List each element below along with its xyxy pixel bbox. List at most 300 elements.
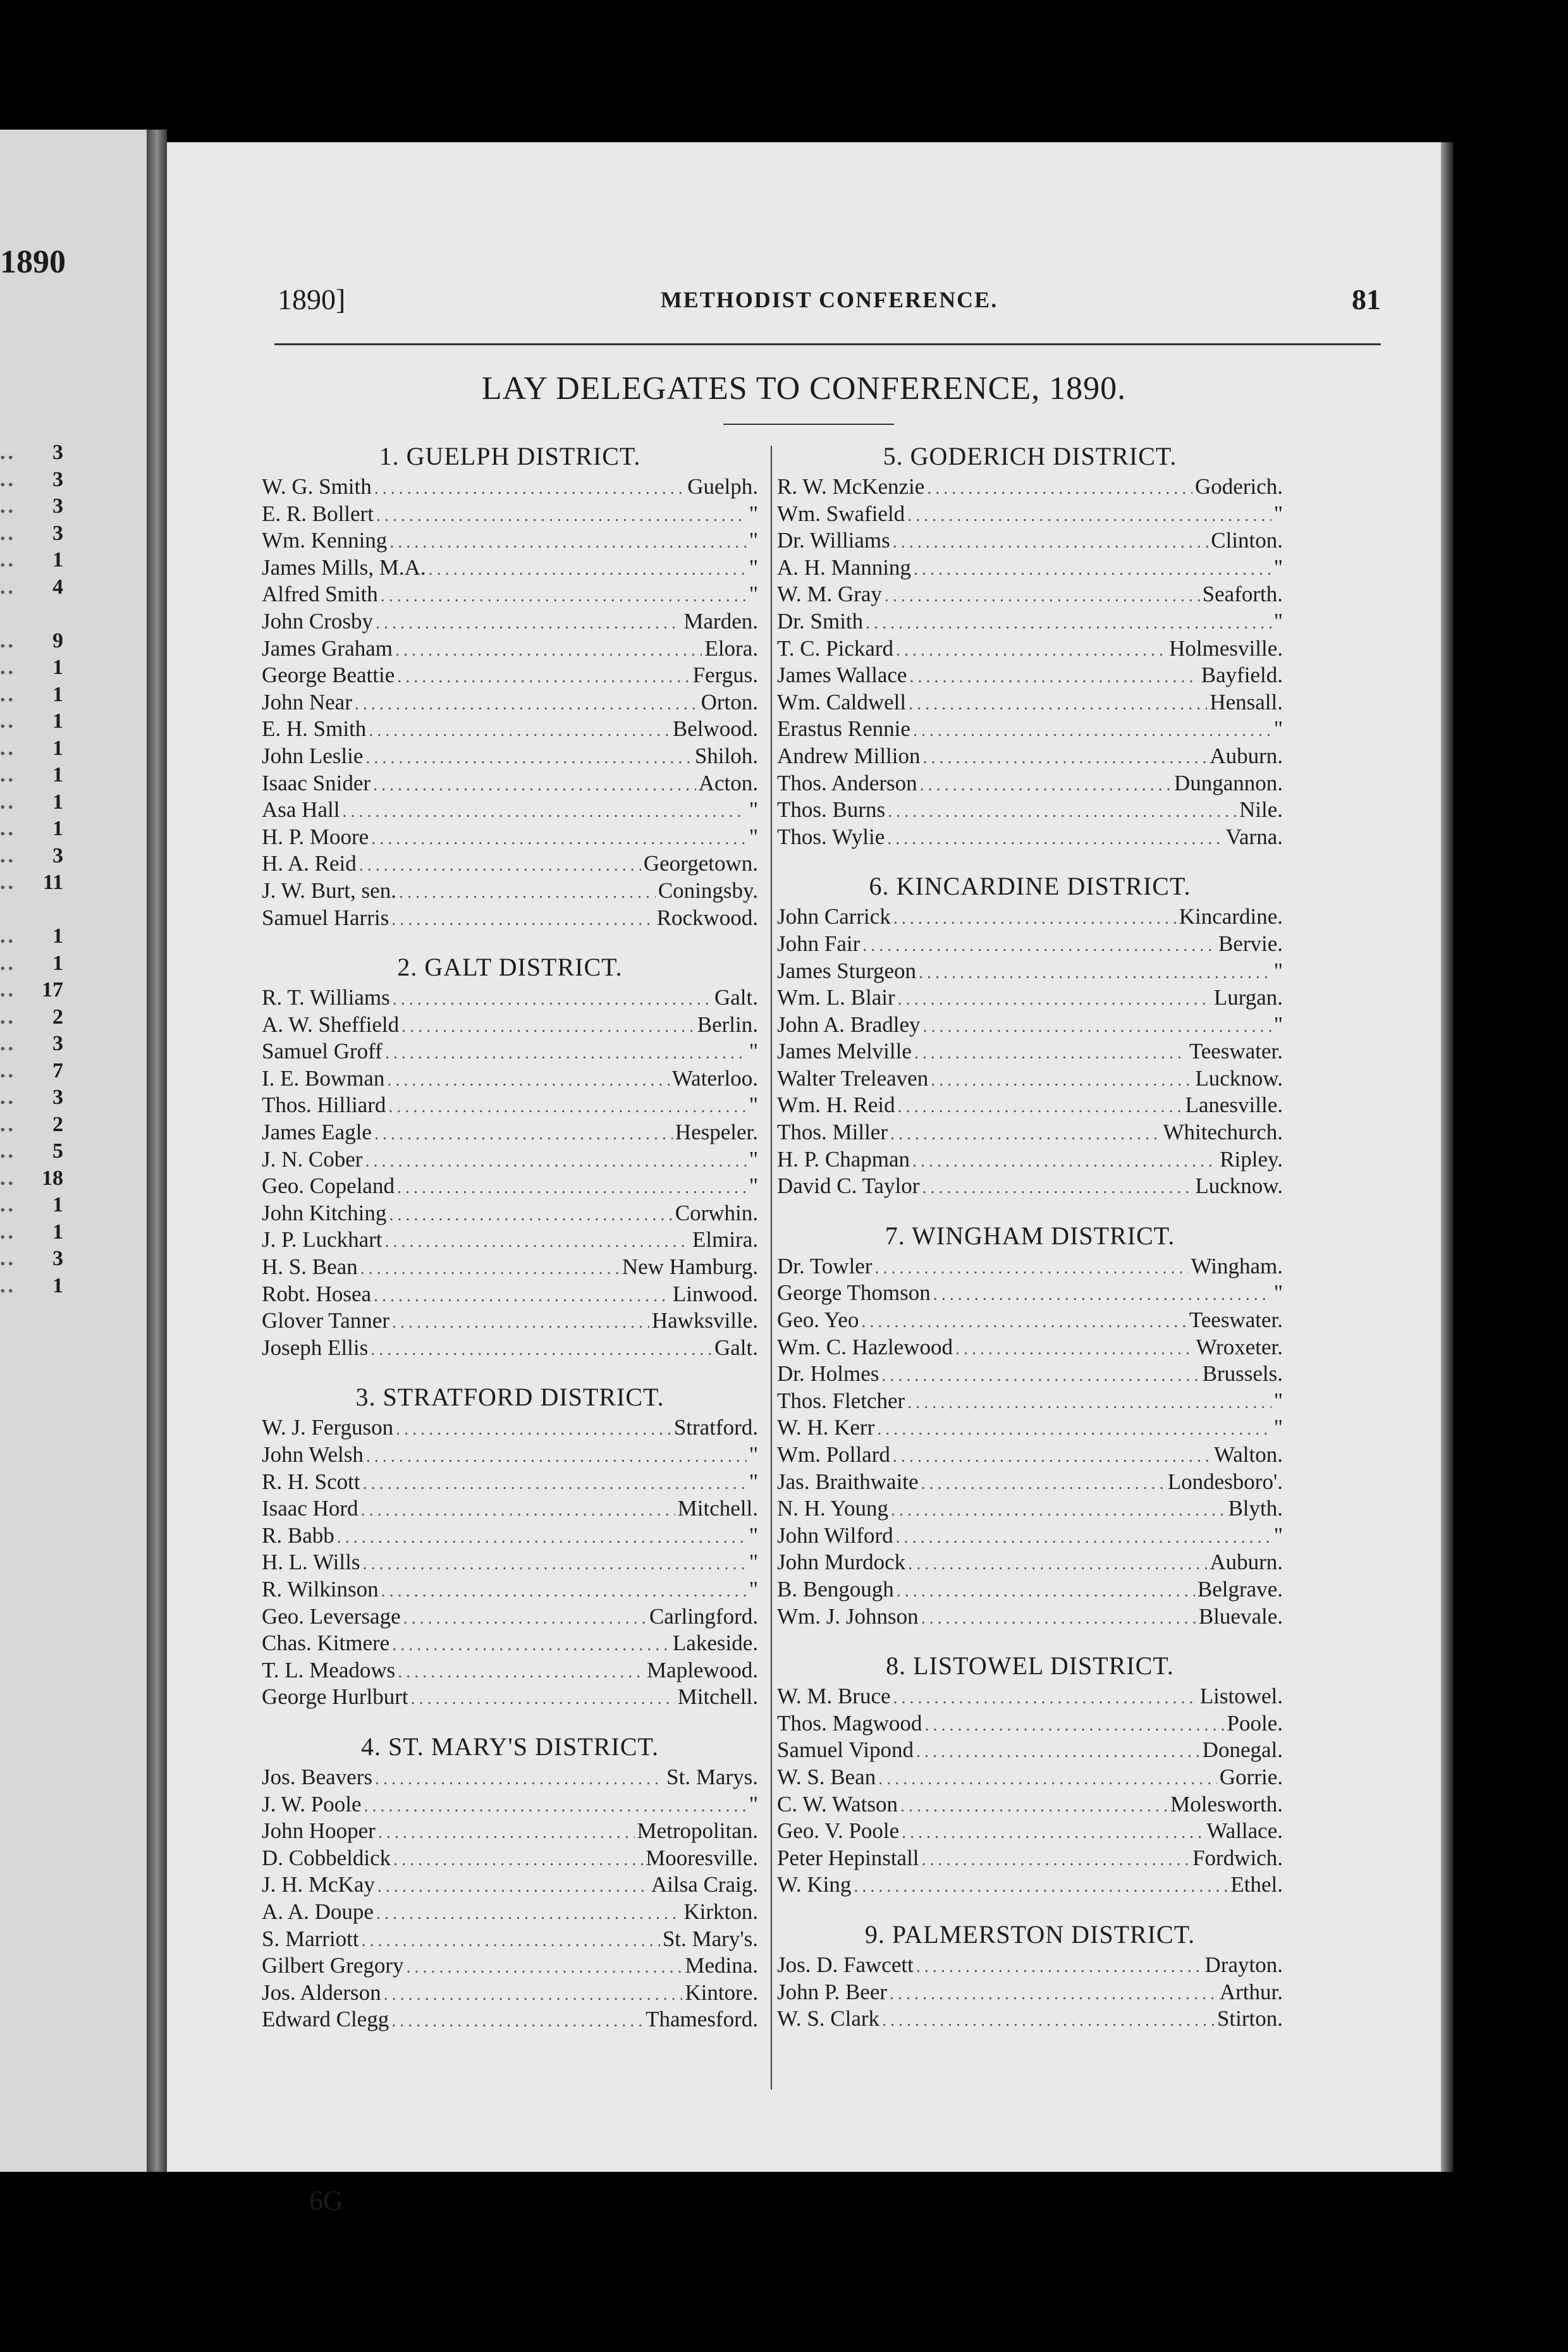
delegate-place: Belwood.	[672, 716, 758, 742]
leader-dots	[392, 1309, 649, 1337]
delegate-place: Bayfield.	[1201, 663, 1283, 688]
delegate-name: Dr. Towler	[777, 1253, 873, 1278]
previous-page-number: .. 11	[0, 871, 63, 894]
leader-dots	[916, 1739, 1200, 1766]
delegate-place: Galt.	[714, 985, 758, 1010]
previous-page-number: .. 1	[0, 763, 63, 787]
leader-dots	[362, 1928, 660, 1955]
leader-dots	[881, 1363, 1199, 1390]
delegate-entry	[262, 1414, 758, 1442]
leader-dots	[401, 1014, 695, 1041]
delegate-place: Donegal.	[1202, 1737, 1283, 1763]
delegate-entry	[777, 1146, 1283, 1173]
delegate-name: Jos. D. Fawcett	[777, 1952, 914, 1977]
delegate-name: C. W. Watson	[777, 1791, 898, 1816]
leader-dots	[355, 691, 699, 718]
delegate-entry	[777, 984, 1283, 1012]
delegate-place: "	[749, 1522, 758, 1548]
delegate-name: John Wilford	[777, 1522, 893, 1548]
leader-dots	[893, 1443, 1211, 1471]
delegate-entry	[777, 1334, 1283, 1361]
delegate-place: "	[749, 1093, 758, 1118]
delegate-name: Asa Hall	[262, 797, 340, 823]
leader-dots	[389, 1202, 672, 1229]
delegate-place: Carlingford.	[649, 1603, 758, 1629]
left-column	[262, 439, 758, 2033]
delegate-entry	[777, 1012, 1283, 1039]
delegate-name: Peter Hepinstall	[777, 1845, 919, 1870]
delegate-entry	[262, 1254, 758, 1281]
delegate-place: "	[749, 1550, 758, 1575]
leader-dots	[385, 1040, 747, 1067]
leader-dots	[399, 879, 656, 907]
delegate-place: Blyth.	[1228, 1496, 1283, 1521]
previous-page-number: .. 1	[0, 682, 63, 706]
delegate-name: Thos. Miller	[777, 1120, 888, 1145]
delegate-place: Seaforth.	[1202, 582, 1283, 607]
delegate-name: N. H. Young	[777, 1496, 889, 1521]
delegate-name: Jas. Braithwaite	[777, 1469, 919, 1494]
delegate-name: J. W. Poole	[262, 1791, 362, 1816]
delegate-place: Wallace.	[1206, 1818, 1283, 1844]
delegate-name: E. H. Smith	[262, 716, 367, 742]
previous-page-number: .. 1	[0, 656, 63, 679]
delegate-place: Gorrie.	[1219, 1764, 1283, 1789]
delegate-place: Varna.	[1225, 824, 1283, 849]
delegate-name: Gilbert Gregory	[262, 1953, 404, 1978]
delegate-name: Wm. Caldwell	[777, 689, 907, 714]
delegate-entry	[262, 527, 758, 554]
delegate-place: "	[1273, 1280, 1283, 1306]
previous-page-number: .. 3	[0, 1086, 63, 1109]
leader-dots	[920, 772, 1172, 799]
delegate-place: Mitchell.	[677, 1684, 758, 1710]
delegate-name: Samuel Groff	[262, 1039, 383, 1064]
delegate-entry	[262, 878, 758, 905]
delegate-name: Edward Clegg	[262, 2007, 389, 2032]
delegate-entry	[262, 1845, 758, 1872]
delegate-name: R. W. McKenzie	[777, 474, 925, 499]
delegate-entry	[262, 1899, 758, 1926]
delegate-place: Lakeside.	[672, 1631, 758, 1656]
delegate-place: Georgetown.	[643, 851, 758, 876]
leader-dots	[387, 1067, 669, 1094]
delegate-entry	[262, 474, 758, 501]
delegate-name: James Wallace	[777, 663, 907, 688]
leader-dots	[909, 664, 1198, 691]
delegate-name: Thos. Magwood	[777, 1710, 922, 1736]
delegate-place: Fordwich.	[1192, 1845, 1283, 1870]
leader-dots	[388, 1094, 746, 1121]
delegate-entry	[777, 1791, 1283, 1818]
delegate-entry	[262, 743, 758, 770]
delegate-entry	[262, 1549, 758, 1576]
delegate-place: Hespeler.	[675, 1120, 758, 1145]
leader-dots	[923, 1014, 1271, 1041]
delegate-place: "	[1273, 716, 1283, 742]
delegate-entry	[777, 1038, 1283, 1065]
delegate-entry	[777, 662, 1283, 689]
delegate-name: John A. Bradley	[777, 1012, 921, 1037]
delegate-place: Medina.	[685, 1953, 758, 1978]
delegate-place: Linwood.	[672, 1281, 758, 1306]
previous-page-number: .. 3	[0, 1247, 63, 1270]
delegate-place: Acton.	[698, 770, 758, 795]
delegate-name: Andrew Million	[777, 743, 921, 768]
district-heading: 9. PALMERSTON DISTRICT.	[864, 1920, 1196, 1949]
delegate-entry	[262, 1630, 758, 1657]
delegate-place: Mooresville.	[646, 1845, 758, 1870]
delegate-name: John Leslie	[262, 743, 364, 768]
previous-page-edge	[0, 130, 147, 2172]
delegate-entry	[777, 1414, 1283, 1442]
leader-dots	[411, 1686, 675, 1713]
delegate-place: St. Mary's.	[662, 1926, 758, 1951]
delegate-name: A. H. Manning	[777, 554, 911, 580]
delegate-name: J. W. Burt, sen.	[262, 878, 396, 903]
leader-dots	[381, 1578, 747, 1605]
delegate-place: "	[1273, 1415, 1283, 1440]
delegate-entry	[262, 1818, 758, 1845]
leader-dots	[922, 1847, 1191, 1874]
previous-page-number: .. 1	[0, 736, 63, 760]
leader-dots	[374, 1121, 673, 1148]
delegate-name: James Melville	[777, 1039, 912, 1064]
delegate-entry	[262, 1657, 758, 1684]
delegate-place: Wingham.	[1191, 1253, 1283, 1278]
leader-dots	[933, 1282, 1271, 1309]
book-page	[167, 142, 1441, 2216]
delegate-name: George Hurlburt	[262, 1684, 408, 1710]
delegate-entry	[777, 1683, 1283, 1710]
delegate-entry	[777, 608, 1283, 635]
delegate-name: R. H. Scott	[262, 1469, 360, 1494]
delegate-place: Walton.	[1214, 1442, 1283, 1467]
delegate-name: John Fair	[777, 931, 861, 956]
leader-dots	[361, 1497, 675, 1524]
delegate-name: J. H. McKay	[262, 1872, 375, 1897]
previous-page-numbers	[0, 439, 63, 1299]
delegate-entry	[262, 554, 758, 582]
delegate-entry	[777, 1603, 1283, 1631]
delegate-entry	[262, 1764, 758, 1791]
leader-dots	[877, 1416, 1271, 1443]
delegate-place: Auburn.	[1210, 1550, 1283, 1575]
delegate-name: Chas. Kitmere	[262, 1631, 390, 1656]
previous-page-number: .. 1	[0, 817, 63, 840]
delegate-place: "	[1273, 501, 1283, 526]
delegate-place: Kincardine.	[1179, 904, 1283, 929]
delegate-place: "	[749, 797, 758, 823]
leader-dots	[391, 907, 654, 934]
delegate-name: John Welsh	[262, 1442, 364, 1467]
leader-dots	[395, 637, 702, 665]
delegate-entry	[262, 1092, 758, 1119]
previous-page-number: .. 1	[0, 709, 63, 733]
delegate-name: Thos. Hilliard	[262, 1093, 386, 1118]
delegate-name: D. Cobbeldick	[262, 1845, 391, 1870]
delegate-entry	[262, 1469, 758, 1496]
delegate-place: "	[749, 1576, 758, 1602]
leader-dots	[924, 1712, 1224, 1739]
delegate-name: W. M. Gray	[777, 582, 882, 607]
leader-dots	[908, 1551, 1207, 1578]
leader-dots	[369, 718, 670, 745]
delegate-entry	[262, 1281, 758, 1308]
delegate-place: Bluevale.	[1198, 1603, 1283, 1629]
leader-dots	[429, 556, 747, 584]
leader-dots	[366, 1443, 747, 1471]
delegate-place: Stratford.	[673, 1415, 758, 1440]
delegate-entry	[262, 1522, 758, 1550]
page-number: 81	[1352, 283, 1381, 315]
delegate-name: John Carrick	[777, 904, 891, 929]
delegate-place: Clinton.	[1211, 528, 1283, 553]
delegate-name: John Kitching	[262, 1200, 387, 1225]
previous-page-number: .. 4	[0, 575, 63, 599]
delegate-place: Mitchell.	[677, 1496, 758, 1521]
delegate-name: Wm. Swafield	[777, 501, 905, 526]
delegate-entry	[262, 1684, 758, 1711]
leader-dots	[337, 1524, 747, 1552]
leader-dots	[393, 986, 712, 1014]
leader-dots	[861, 1309, 1187, 1336]
leader-dots	[914, 1040, 1187, 1067]
leader-dots	[371, 1337, 712, 1364]
delegate-name: Thos. Wylie	[777, 824, 885, 849]
delegate-name: George Beattie	[262, 663, 395, 688]
leader-dots	[912, 1148, 1217, 1175]
delegate-entry	[262, 1012, 758, 1039]
leader-dots	[921, 1471, 1165, 1498]
leader-dots	[907, 1390, 1271, 1417]
delegate-place: Marden.	[683, 608, 758, 634]
delegate-name: W. G. Smith	[262, 474, 372, 499]
delegate-name: Geo. Yeo	[777, 1308, 859, 1333]
delegate-name: Dr. Holmes	[777, 1361, 879, 1387]
delegate-entry	[262, 1065, 758, 1093]
delegate-place: "	[749, 528, 758, 553]
district-spacer	[262, 931, 758, 950]
delegate-entry	[777, 554, 1283, 582]
delegate-name: T. L. Meadows	[262, 1657, 396, 1682]
district-spacer	[777, 1899, 1283, 1918]
delegate-place: "	[749, 582, 758, 607]
delegate-name: James Sturgeon	[777, 958, 917, 983]
delegate-entry	[777, 797, 1283, 824]
signature-mark: 6G	[309, 2185, 343, 2216]
delegate-name: H. A. Reid	[262, 851, 357, 876]
delegate-name: Isaac Snider	[262, 770, 371, 795]
delegate-name: John Hooper	[262, 1818, 376, 1844]
previous-page-number	[0, 601, 63, 628]
delegate-name: Wm. H. Reid	[777, 1093, 895, 1118]
delegate-name: R. Babb	[262, 1522, 334, 1548]
delegate-place: "	[749, 1791, 758, 1816]
delegate-entry	[262, 1146, 758, 1173]
leader-dots	[900, 1793, 1168, 1820]
delegate-place: Lucknow.	[1195, 1173, 1283, 1199]
leader-dots	[360, 1256, 620, 1283]
delegate-entry	[777, 1119, 1283, 1146]
district-heading: 7. WINGHAM DISTRICT.	[885, 1221, 1175, 1250]
delegate-place: Londesboro'.	[1167, 1469, 1283, 1494]
delegate-name: Wm. C. Hazlewood	[777, 1334, 953, 1359]
delegate-name: T. C. Pickard	[777, 635, 894, 661]
previous-page-number: .. 7	[0, 1058, 63, 1082]
delegate-place: Lanesville.	[1185, 1093, 1283, 1118]
leader-dots	[376, 610, 681, 637]
delegate-place: Ripley.	[1220, 1146, 1283, 1172]
delegate-entry	[777, 1710, 1283, 1737]
delegate-place: Berlin.	[697, 1012, 758, 1037]
delegate-name: J. N. Cober	[262, 1146, 363, 1172]
leader-dots	[866, 610, 1271, 637]
delegate-place: Nile.	[1239, 797, 1283, 823]
header-rule	[274, 343, 1381, 345]
district-heading: 3. STRATFORD DISTRICT.	[355, 1383, 665, 1412]
previous-page-number: .. 18	[0, 1166, 63, 1190]
delegate-place: "	[1273, 958, 1283, 983]
delegate-name: W. King	[777, 1872, 852, 1897]
delegate-entry	[262, 1952, 758, 1980]
delegate-entry	[262, 1200, 758, 1227]
delegate-place: Stirton.	[1216, 2006, 1283, 2031]
delegate-name: Dr. Smith	[777, 608, 864, 634]
delegate-entry	[262, 1442, 758, 1469]
district-heading: 6. KINCARDINE DISTRICT.	[869, 872, 1191, 901]
delegate-place: Galt.	[714, 1335, 758, 1360]
delegate-entry	[262, 716, 758, 743]
delegate-entry	[262, 797, 758, 824]
delegate-entry	[777, 1253, 1283, 1280]
delegate-place: Hawksville.	[651, 1308, 758, 1333]
delegate-entry	[777, 1065, 1283, 1093]
delegate-entry	[262, 1119, 758, 1146]
delegate-entry	[777, 1442, 1283, 1469]
delegate-place: "	[749, 1469, 758, 1494]
delegate-place: Kintore.	[685, 1980, 758, 2005]
leader-dots	[927, 475, 1192, 503]
delegate-name: Erastus Rennie	[777, 716, 910, 742]
previous-page-number: .. 2	[0, 1005, 63, 1029]
delegate-entry	[777, 903, 1283, 931]
leader-dots	[862, 933, 1216, 960]
leader-dots	[882, 2007, 1215, 2035]
leader-dots	[365, 1148, 746, 1175]
delegate-place: Holmesville.	[1169, 635, 1283, 661]
leader-dots	[363, 1471, 747, 1498]
delegate-entry	[777, 1361, 1283, 1388]
previous-page-number: .. 5	[0, 1139, 63, 1163]
leader-dots	[916, 1954, 1203, 1981]
delegate-place: Whitechurch.	[1163, 1120, 1283, 1145]
previous-page-number: .. 1	[0, 951, 63, 975]
delegate-place: Teeswater.	[1189, 1308, 1283, 1333]
delegate-place: "	[749, 1442, 758, 1467]
delegate-place: "	[1273, 1012, 1283, 1037]
leader-dots	[396, 1416, 671, 1443]
delegate-name: Geo. Copeland	[262, 1173, 395, 1199]
previous-page-number: .. 3	[0, 1032, 63, 1055]
leader-dots	[377, 1873, 649, 1901]
delegate-name: H. P. Chapman	[777, 1146, 910, 1172]
delegate-entry	[777, 1522, 1283, 1550]
delegate-name: J. P. Luckhart	[262, 1227, 383, 1253]
previous-page-number: .. 3	[0, 843, 63, 867]
delegate-entry	[777, 1549, 1283, 1576]
delegate-entry	[262, 635, 758, 663]
delegate-place: Maplewood.	[647, 1657, 758, 1682]
leader-dots	[397, 1175, 747, 1202]
leader-dots	[922, 1175, 1192, 1202]
delegate-name: Thos. Fletcher	[777, 1388, 905, 1413]
delegate-name: John P. Beer	[777, 1979, 888, 2004]
delegate-name: Wm. J. Johnson	[777, 1603, 919, 1629]
delegate-place: Lucknow.	[1195, 1065, 1283, 1091]
previous-page-number: .. 3	[0, 521, 63, 545]
delegate-name: R. Wilkinson	[262, 1576, 379, 1602]
delegate-place: "	[749, 824, 758, 849]
delegate-name: I. E. Bowman	[262, 1065, 385, 1091]
leader-dots	[374, 475, 685, 503]
delegate-entry	[262, 501, 758, 528]
leader-dots	[374, 1283, 670, 1310]
delegate-name: H. S. Bean	[262, 1254, 358, 1280]
delegate-entry	[777, 1092, 1283, 1119]
delegate-name: A. W. Sheffield	[262, 1012, 400, 1037]
delegate-place: Molesworth.	[1170, 1791, 1283, 1816]
delegate-entry	[777, 824, 1283, 851]
leader-dots	[919, 960, 1271, 987]
delegate-place: Shiloh.	[694, 743, 758, 768]
book-gutter	[147, 130, 167, 2172]
header-title: METHODIST CONFERENCE.	[660, 287, 998, 312]
delegate-place: Auburn.	[1210, 743, 1283, 768]
delegate-place: Listowel.	[1199, 1684, 1283, 1709]
delegate-place: Corwhin.	[675, 1200, 758, 1225]
delegate-name: James Eagle	[262, 1120, 372, 1145]
delegate-place: Fergus.	[692, 663, 758, 688]
previous-page-number: .. 1	[0, 1220, 63, 1244]
delegate-name: Jos. Beavers	[262, 1764, 372, 1789]
previous-page-number: .. 1	[0, 924, 63, 948]
leader-dots	[893, 1685, 1197, 1712]
delegate-name: R. T. Williams	[262, 985, 390, 1010]
previous-page-number: .. 1	[0, 1273, 63, 1297]
leader-dots	[389, 529, 746, 556]
delegate-place: Waterloo.	[671, 1065, 758, 1091]
previous-page-number: .. 3	[0, 467, 63, 491]
delegate-name: Alfred Smith	[262, 582, 378, 607]
delegate-place: Metropolitan.	[637, 1818, 758, 1844]
delegate-entry	[262, 1038, 758, 1065]
leader-dots	[397, 664, 690, 691]
delegate-entry	[262, 1335, 758, 1362]
delegate-entry	[777, 716, 1283, 743]
leader-dots	[854, 1873, 1228, 1901]
previous-page-year: 1890	[0, 244, 66, 280]
delegate-place: New Hamburg.	[622, 1254, 758, 1280]
right-column	[777, 439, 1283, 2033]
delegate-entry	[777, 1871, 1283, 1899]
leader-dots	[376, 503, 747, 530]
delegate-entry	[262, 662, 758, 689]
delegate-entry	[262, 581, 758, 608]
leader-dots	[885, 583, 1200, 610]
leader-dots	[359, 852, 641, 879]
delegate-entry	[777, 770, 1283, 797]
